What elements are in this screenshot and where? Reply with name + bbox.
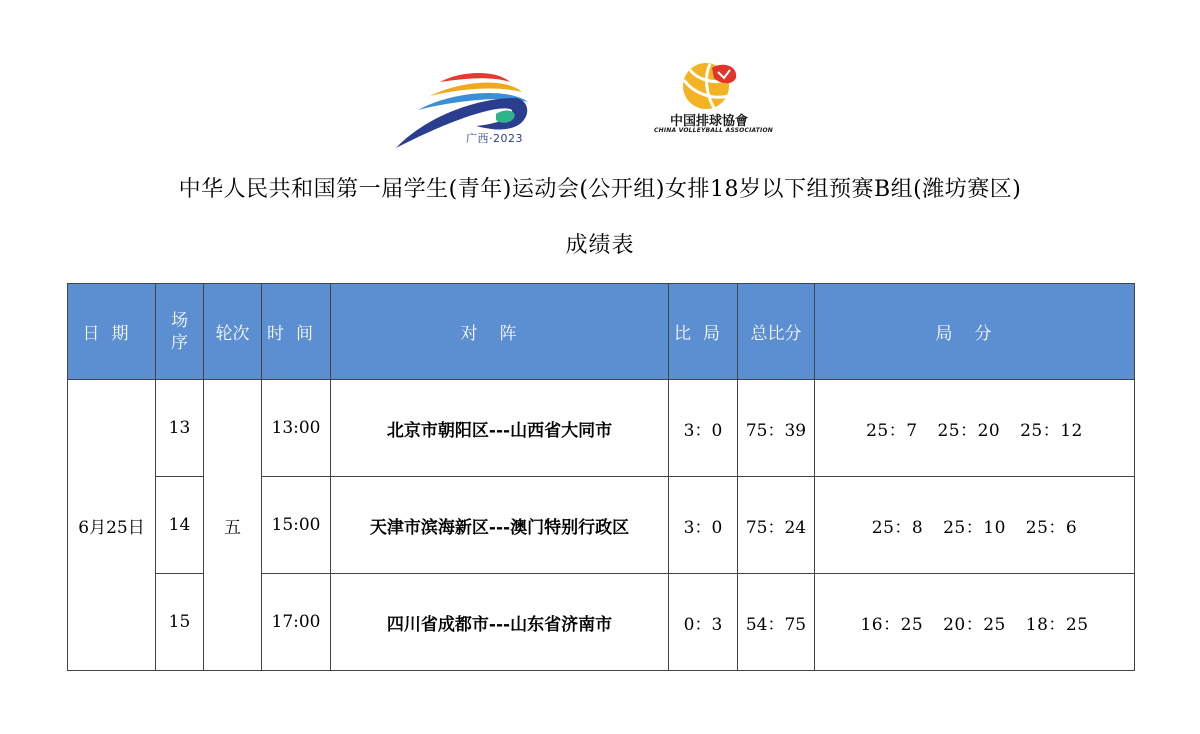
document-subtitle: 成绩表 (565, 233, 635, 258)
header-set-scores: 局分 (815, 284, 1135, 380)
header-match-no-top: 场 (171, 310, 188, 331)
header-match-no-bottom: 序 (171, 332, 188, 353)
match-no-cell: 14 (156, 477, 204, 574)
games-2023-logo (392, 68, 542, 150)
total-points-cell: 75：39 (738, 380, 815, 477)
header-match-no (156, 284, 204, 380)
time-cell: 15:00 (262, 477, 331, 574)
match-no-cell: 15 (156, 574, 204, 671)
set-scores-cell: 16：25 20：25 18：25 (815, 574, 1135, 671)
time-cell: 13:00 (262, 380, 331, 477)
results-table (67, 283, 1135, 671)
sets-score-cell: 3：0 (669, 380, 738, 477)
time-cell: 17:00 (262, 574, 331, 671)
header-date: 日期 (68, 284, 156, 380)
header-total-points: 总比分 (738, 284, 815, 380)
header-sets-score: 比局 (669, 284, 738, 380)
volleyball-icon (654, 60, 764, 112)
header-time: 时间 (262, 284, 331, 380)
total-points-cell: 54：75 (738, 574, 815, 671)
total-points-cell: 75：24 (738, 477, 815, 574)
sets-score-cell: 0：3 (669, 574, 738, 671)
teams-cell: 天津市滨海新区---澳门特别行政区 (331, 477, 669, 574)
teams-cell: 四川省成都市---山东省济南市 (331, 574, 669, 671)
association-name-cn: 中国排球協會 (669, 114, 748, 129)
header-round: 轮次 (204, 284, 262, 380)
header-row (68, 284, 1135, 380)
set-scores-cell: 25：7 25：20 25：12 (815, 380, 1135, 477)
logo-area (0, 0, 1200, 160)
volleyball-association-logo (654, 60, 774, 140)
set-scores-cell: 25：8 25：10 25：6 (815, 477, 1135, 574)
match-no-cell: 13 (156, 380, 204, 477)
table-row (68, 380, 1135, 477)
games-logo-text: 广西·2023 (466, 132, 523, 145)
round-cell: 五 (204, 380, 262, 671)
document-title: 中华人民共和国第一届学生(青年)运动会(公开组)女排18岁以下组预赛B组(潍坊赛区) (178, 177, 1022, 202)
sets-score-cell: 3：0 (669, 477, 738, 574)
header-teams: 对阵 (331, 284, 669, 380)
teams-cell: 北京市朝阳区---山西省大同市 (331, 380, 669, 477)
association-name-en: CHINA VOLLEYBALL ASSOCIATION (654, 127, 774, 134)
date-cell: 6月25日 (68, 380, 156, 671)
